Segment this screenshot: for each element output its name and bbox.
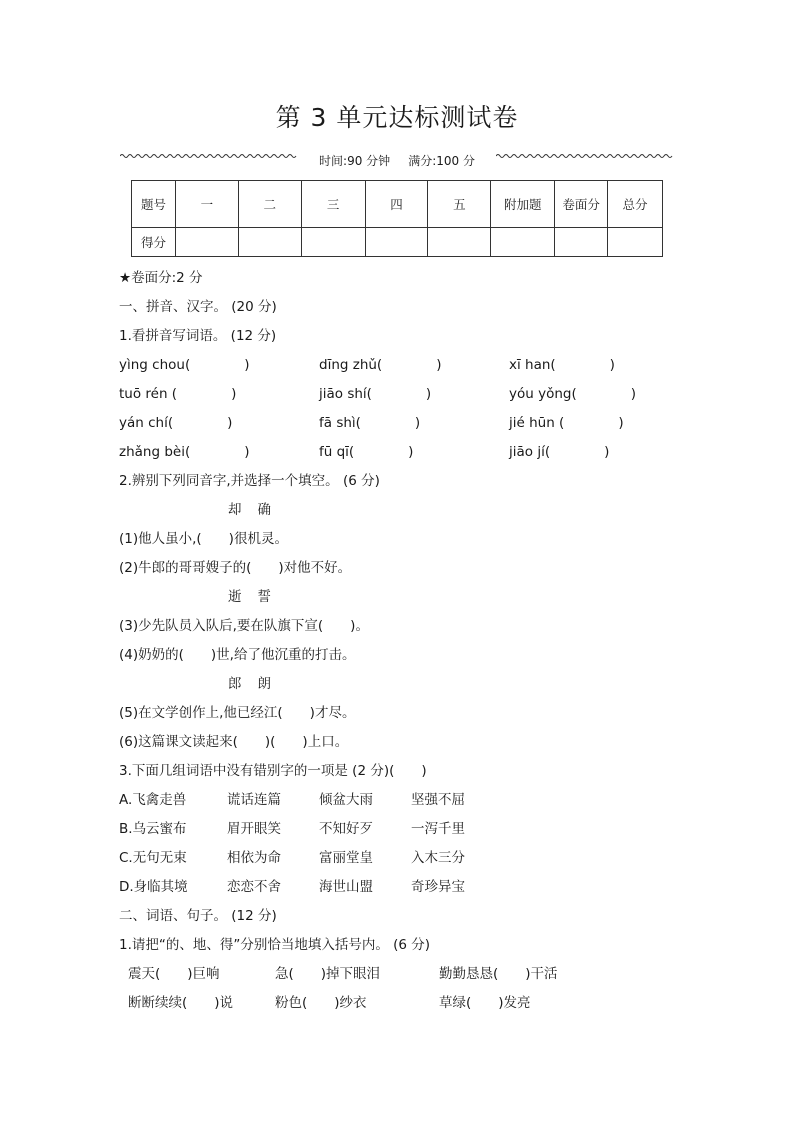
fill-phrase[interactable]: 急( )掉下眼泪 [275,966,381,982]
score-header-cell: 卷面分 [555,181,608,228]
homophone-char: 郎 [228,676,244,692]
choice-b-word: 一泻千里 [411,821,465,837]
pinyin-item[interactable]: jiāo jí( ) [509,444,610,460]
score-input-cell[interactable] [301,228,365,257]
fill-sentence-2[interactable]: (2)牛郎的哥哥嫂子的( )对他不好。 [119,560,352,576]
score-table-score-row [132,228,663,257]
homophone-pair-2 [228,585,273,605]
score-table-header-row [132,181,663,228]
score-input-cell[interactable] [365,228,428,257]
exam-full-score: 满分:100 分 [408,154,475,168]
score-input-cell[interactable] [238,228,301,257]
section-2-heading: 二、词语、句子。 (12 分) [119,908,277,924]
fill-phrase[interactable]: 断断续续( )说 [128,995,234,1011]
score-input-cell[interactable] [491,228,555,257]
choice-c-word: 相依为命 [227,850,281,866]
score-input-cell[interactable] [555,228,608,257]
exam-time: 时间:90 分钟 [319,154,391,168]
score-row-label: 得分 [132,228,176,257]
choice-c-word: 入木三分 [411,850,465,866]
choice-a-word: 倾盆大雨 [319,792,373,808]
fill-sentence-6[interactable]: (6)这篇课文读起来( )( )上口。 [119,734,349,750]
score-header-cell: 二 [238,181,301,228]
fill-sentence-1[interactable]: (1)他人虽小,( )很机灵。 [119,531,288,547]
homophone-char: 确 [257,502,273,518]
homophone-pair-3 [228,672,273,692]
choice-d-word[interactable]: D.身临其境 [119,879,188,895]
score-table [131,180,663,257]
score-header-cell: 三 [301,181,365,228]
score-header-cell: 一 [175,181,238,228]
pinyin-item[interactable]: fū qī( ) [319,444,414,460]
pinyin-item[interactable]: yán chí( ) [119,415,233,431]
exam-meta [0,152,794,169]
fill-sentence-3[interactable]: (3)少先队员入队后,要在队旗下宣( )。 [119,618,369,634]
pinyin-item[interactable]: jiāo shí( ) [319,386,432,402]
page-title: 第 3 单元达标测试卷 [275,103,519,132]
choice-d-word: 恋恋不舍 [227,879,281,895]
choice-b-word: 不知好歹 [319,821,373,837]
neatness-note: ★卷面分:2 分 [119,270,203,286]
pinyin-item[interactable]: fā shì( ) [319,415,421,431]
homophone-char: 誓 [257,589,273,605]
fill-sentence-5[interactable]: (5)在文学创作上,他已经江( )才尽。 [119,705,356,721]
pinyin-item[interactable]: tuō rén ( ) [119,386,237,402]
choice-a-word: 坚强不屈 [411,792,465,808]
choice-b-word: 眉开眼笑 [227,821,281,837]
pinyin-item[interactable]: yìng chou( ) [119,357,250,373]
fill-phrase[interactable]: 震天( )巨响 [128,966,220,982]
fill-sentence-4[interactable]: (4)奶奶的( )世,给了他沉重的打击。 [119,647,356,663]
choice-c-word[interactable]: C.无句无束 [119,850,187,866]
score-input-cell[interactable] [608,228,663,257]
score-header-cell: 题号 [132,181,176,228]
choice-a-word: 谎话连篇 [227,792,281,808]
question-2-heading: 2.辨别下列同音字,并选择一个填空。 (6 分) [119,473,380,489]
fill-phrase[interactable]: 勤勤恳恳( )干活 [439,966,558,982]
choice-d-word: 奇珍异宝 [411,879,465,895]
wavy-divider-right [496,153,674,159]
homophone-char: 却 [228,502,244,518]
score-header-cell: 五 [428,181,491,228]
score-header-cell: 总分 [608,181,663,228]
homophone-char: 逝 [228,589,244,605]
choice-a-word[interactable]: A.飞禽走兽 [119,792,187,808]
section-2-question-1-heading: 1.请把“的、地、得”分别恰当地填入括号内。 (6 分) [119,937,431,953]
fill-phrase[interactable]: 草绿( )发亮 [439,995,531,1011]
score-input-cell[interactable] [175,228,238,257]
section-1-heading: 一、拼音、汉字。 (20 分) [119,299,277,315]
homophone-char: 朗 [257,676,273,692]
score-header-cell: 附加题 [491,181,555,228]
question-3-heading[interactable]: 3.下面几组词语中没有错别字的一项是 (2 分)( ) [119,763,427,779]
score-header-cell: 四 [365,181,428,228]
choice-b-word[interactable]: B.乌云蜜布 [119,821,187,837]
pinyin-item[interactable]: jié hūn ( ) [509,415,624,431]
homophone-pair-1 [228,498,273,518]
score-input-cell[interactable] [428,228,491,257]
fill-phrase[interactable]: 粉色( )纱衣 [275,995,367,1011]
choice-c-word: 富丽堂皇 [319,850,373,866]
pinyin-item[interactable]: dīng zhǔ( ) [319,357,442,373]
pinyin-item[interactable]: xī han( ) [509,357,615,373]
pinyin-item[interactable]: yóu yǒng( ) [509,386,637,402]
pinyin-item[interactable]: zhǎng bèi( ) [119,444,250,460]
question-1-heading: 1.看拼音写词语。 (12 分) [119,328,277,344]
choice-d-word: 海世山盟 [319,879,373,895]
